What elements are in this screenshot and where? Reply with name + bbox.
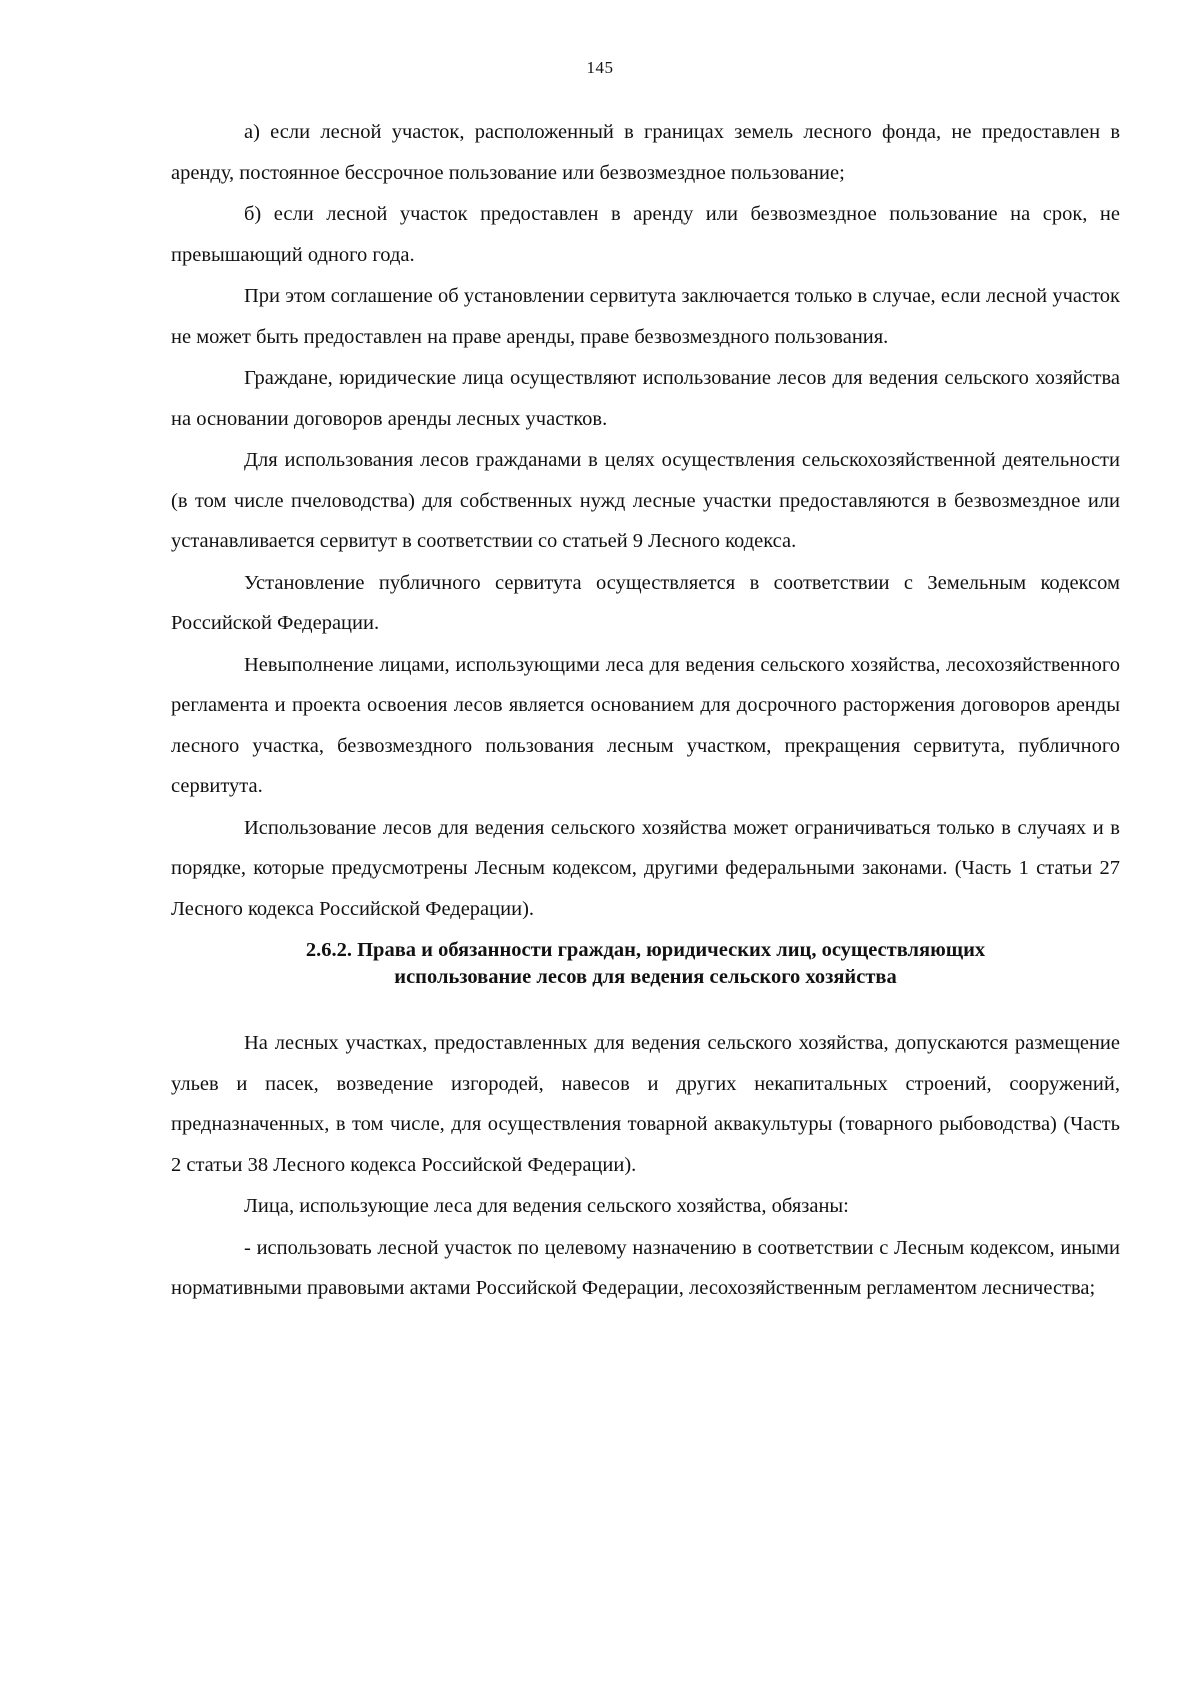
paragraph-obligations-intro: Лица, использующие леса для ведения сельского хозяйства, обязаны: [244,1195,849,1217]
paragraph-public-servitude: Установление публичного сервитута осуществляется в соответствии с Земельным кодексом Российской Федерации. [171,571,1120,634]
paragraph-lease-basis: Граждане, юридические лица осуществляют использование лесов для ведения сельского хозяйства на основании договоров аренды лесных участков. [171,367,1120,430]
paragraph-obligation-item: - использовать лесной участок по целевому назначению в соответствии с Лесным кодексом, иными нормативными правовыми актами Российской Федерации, лесохозяйственным регламентом лесничества; [171,1236,1120,1299]
paragraph-restrictions: Использование лесов для ведения сельского хозяйства может ограничиваться только в случаях и в порядке, которые предусмотрены Лесным кодексом, другими федеральными законами. (Часть 1 статьи 27 Лесного кодекса Российской Федерации). [171,816,1120,920]
paragraph-citizens-use: Для использования лесов гражданами в целях осуществления сельскохозяйственной деятельности (в том числе пчеловодства) для собственных нужд лесные участки предоставляются в безвозмездное или устанавливается сервитут в соответствии со статьей 9 Лесного кодекса. [171,449,1120,552]
paragraph-a: а) если лесной участок, расположенный в границах земель лесного фонда, не предоставлен в аренду, постоянное бессрочное пользование или безвозмездное пользование; [171,121,1120,184]
section-heading [171,937,1120,991]
paragraph-servitude-agreement: При этом соглашение об установлении сервитута заключается только в случае, если лесной участок не может быть предоставлен на праве аренды, праве безвозмездного пользования. [171,285,1120,348]
paragraph-allowed-structures: На лесных участках, предоставленных для ведения сельского хозяйства, допускаются размещение ульев и пасек, возведение изгородей, навесов и других некапитальных строений, сооружений, предназначенных, в том числе, для осуществления товарной аквакультуры (товарного рыбоводства) (Часть 2 статьи 38 Лесного кодекса Российской Федерации). [171,1032,1120,1176]
paragraph-b: б) если лесной участок предоставлен в аренду или безвозмездное пользование на срок, не превышающий одного года. [171,203,1120,266]
section-heading-line-1: 2.6.2. Права и обязанности граждан, юридических лиц, осуществляющих [305,939,986,961]
page-number: 145 [586,58,614,77]
section-heading-line-2: использование лесов для ведения сельского хозяйства [394,966,897,988]
document-body [171,112,1120,1310]
paragraph-non-compliance: Невыполнение лицами, использующими леса для ведения сельского хозяйства, лесохозяйственного регламента и проекта освоения лесов является основанием для досрочного расторжения договоров аренды лесного участка, безвозмездного пользования лесным участком, прекращения сервитута, публичного сервитута. [171,653,1120,797]
